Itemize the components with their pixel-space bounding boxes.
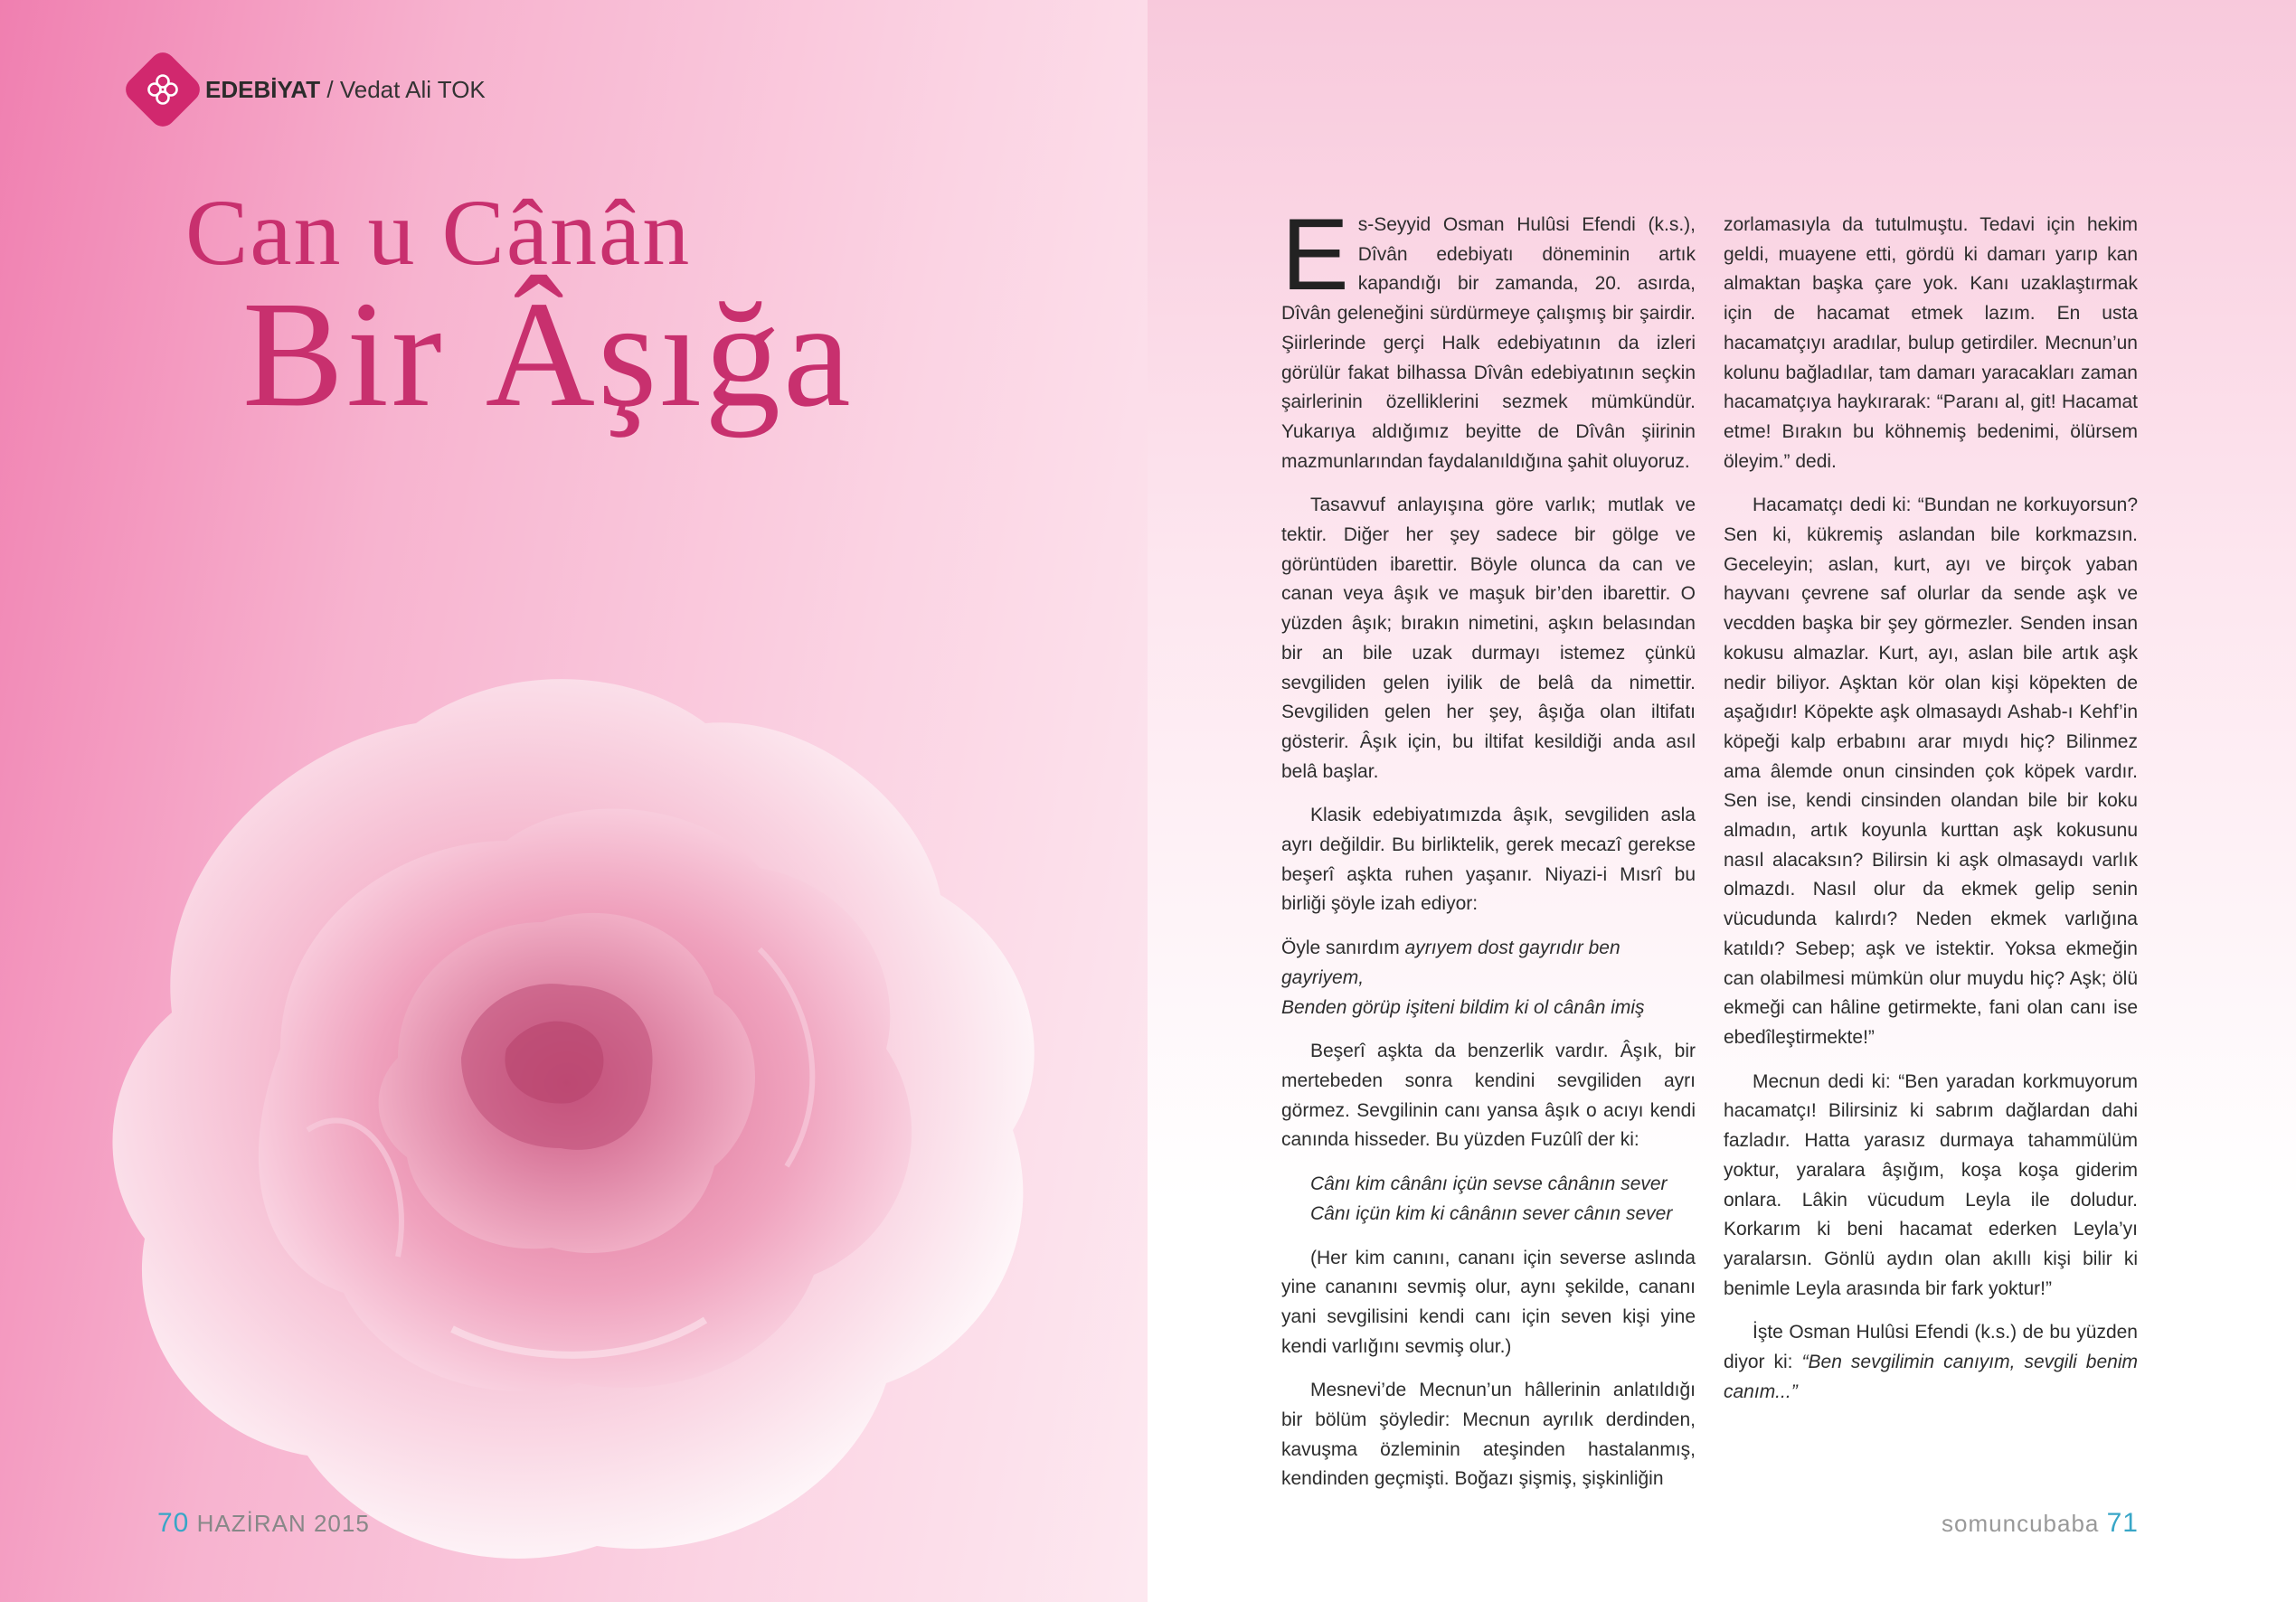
paragraph-6: Mesnevi’de Mecnun’un hâllerinin anlatıldığı bir bölüm şöyledir: Mecnun ayrılık derdinden, kavuşma özleminin ateşinden hastalanmış, kendinden geçmişti. Boğazı şişmiş, şişkinliğin [1281, 1380, 1696, 1490]
page-number-left: 70 [157, 1508, 190, 1538]
paragraph-1 [1281, 198, 1696, 476]
author-name: Vedat Ali TOK [339, 75, 486, 103]
title-line-1: Can u Cânân [185, 181, 692, 285]
quote-2-line-1: Cânı kim cânânı içün sevse cânânın sever [1310, 1173, 1668, 1195]
paragraph-10 [1724, 1318, 2138, 1407]
quote-1-lead: Öyle sanırdım [1281, 938, 1405, 959]
closing-quote: “Ben sevgilimin canıyım, sevgili benim canım...” [1724, 1352, 2139, 1402]
paragraph-9: Mecnun dedi ki: “Ben yaradan korkmuyorum hacamatçı! Bilirsiniz ki sabrım dağlardan dahi fazladır. Hatta yarasız durmaya tahammülüm yoktur, yaralara âşığım, koşa koşa giderim onlara. Lâkin vücudum Leyla ile doludur. Korkarım ki beni hacamat ederken Leyla’yı yaralarsın. Gönlü aydın olan akıllı kişi bilir ki benimle Leyla arasında bir fark yoktur!” [1724, 1070, 2138, 1299]
paragraph-5: (Her kim canını, cananı için severse aslında yine cananını sevmiş olur, aynı şekilde, cananı yani sevgilisini kendi canı için seven kişi yine kendi varlığını sevmiş olur.) [1281, 1247, 1696, 1357]
section-category: EDEBİYAT [205, 75, 321, 103]
quote-2 [1281, 1170, 1696, 1229]
paragraph-4: Beşerî aşkta da benzerlik vardır. Âşık, bir mertebeden sonra kendini sevgiliden ayrı görmez. Sevgilinin canı yansa âşık o acıyı kendi canında hisseder. Bu yüzden Fuzûlî der ki: [1281, 1041, 1696, 1151]
paragraph-2: Tasavvuf anlayışına göre varlık; mutlak ve tektir. Diğer her şey sadece bir gölge ve görüntüden ibarettir. Böyle olunca da can ve canan veya âşık ve maşuk bir’den ibarettir. O yüzden âşık; bırakın nimetini, aşkın belasından bir an bile uzak durmayı istemez çünkü sevgiliden gelen iyilik de belâ da nimettir. Sevgiliden gelen her şey, âşığa olan iltifatı gösterir. Âşık için, bu iltifat kesildiği anda asıl belâ başlar. [1281, 495, 1696, 782]
rose-image [72, 624, 1139, 1600]
paragraph-8: Hacamatçı dedi ki: “Bundan ne korkuyorsun? Sen ki, kükremiş aslandan bile korkmazsın. Geceleyin; aslan, kurt, ayı ve birçok yaban hayvanı çevrene saf olurlar da sende aşk ve vecdden başka bir şey görmezler. Senden insan kokusu almazlar. Kurt, ayı, aslan bile artık aşk nedir biliyor. Aşktan kör olan kişi köpekten de aşağıdır! Köpekte aşk olmasaydı Ashab-ı Kehf’in köpeği kalp erbabını arar mıydı hiç? Bilinmez ama âlemde onun cinsinden çok köpek vardır. Sen ise, kendi cinsinden olandan bile bir koku almadın, artık koyunla kurttan aşk kokusunu nasıl alacaksın? Bilirsin ki aşk olmasaydı varlık olmazdı. Nasıl olur da ekmek gelip senin vücudunda kalırdı? Neden ekmek varlığına katıldı? Sebep; aşk ve istektir. Yoksa ekmeğin can olabilmesi mümkün olur muydu hiç? Aşk; ölü ekmeği can hâline getirmekte, fani olan canı ise ebedîleştirmekte!” [1724, 495, 2138, 1048]
quote-1-line-1: ayrıyem dost gayrıdır ben gayriyem, [1281, 938, 1620, 988]
quote-1-line-2: Benden görüp işiteni bildim ki ol cânân imiş [1281, 996, 1645, 1018]
paragraph-3: Klasik edebiyatımızda âşık, sevgiliden asla ayrı değildir. Bu birliktelik, gerek mecazî gerekse beşerî aşkta ruhen yaşanır. Niyazi-i Mısrî bu birliği şöyle izah ediyor: [1281, 805, 1696, 915]
paragraph-10-text: İşte Osman Hulûsi Efendi (k.s.) de bu yüzden diyor ki: [1724, 1322, 2138, 1373]
section-header [133, 60, 486, 119]
section-badge [120, 47, 204, 131]
quote-2-line-2: Cânı içün kim ki cânânın sever cânın sever [1310, 1202, 1673, 1224]
title-line-2: Bir Âşığa [242, 270, 854, 438]
section-separator: / [320, 75, 340, 103]
magazine-brand: somuncubaba [1942, 1510, 2100, 1537]
issue-date: HAZİRAN 2015 [196, 1510, 370, 1537]
paragraph-7: zorlamasıyla da tutulmuştu. Tedavi için hekim geldi, muayene etti, gördü ki damarı yarıp kan almaktan başka çare yok. Kanı uzaklaştırmak için de hacamat etmek lazım. En usta hacamatçıyı aradılar, bulup getirdiler. Mecnun’un kolunu bağladılar, tam damarı yaracakları zaman hacamatçıya haykırarak: “Paranı al, git! Hacamat etme! Bırakın bu köhnemiş bedenimi, ölürsem öleyim.” dedi. [1724, 214, 2138, 472]
text-column-1 [1281, 198, 1696, 1509]
quote-1 [1281, 934, 1696, 1022]
text-column-2 [1724, 211, 2138, 1421]
folio-left [157, 1508, 370, 1539]
drop-cap: E [1281, 198, 1349, 311]
folio-right [1942, 1508, 2139, 1539]
flower-icon [145, 71, 181, 108]
section-label [205, 76, 486, 104]
paragraph-1-text: s-Seyyid Osman Hulûsi Efendi (k.s.), Dîvân edebiyatı döneminin artık kapandığı bir zamanda, 20. asırda, Dîvân geleneğini sürdürmeye çalışmış bir şairdir. Şiirlerinde gerçi Halk edebiyatının da izleri görülür fakat bilhassa Dîvân edebiyatının seçkin şairlerinin özelliklerini sezmek mümkündür. Yukarıya aldığımız beyitte de Dîvân şiirinin mazmunlarından faydalanıldığına şahit oluyoruz. [1281, 214, 1696, 472]
page-number-right: 71 [2106, 1508, 2139, 1538]
